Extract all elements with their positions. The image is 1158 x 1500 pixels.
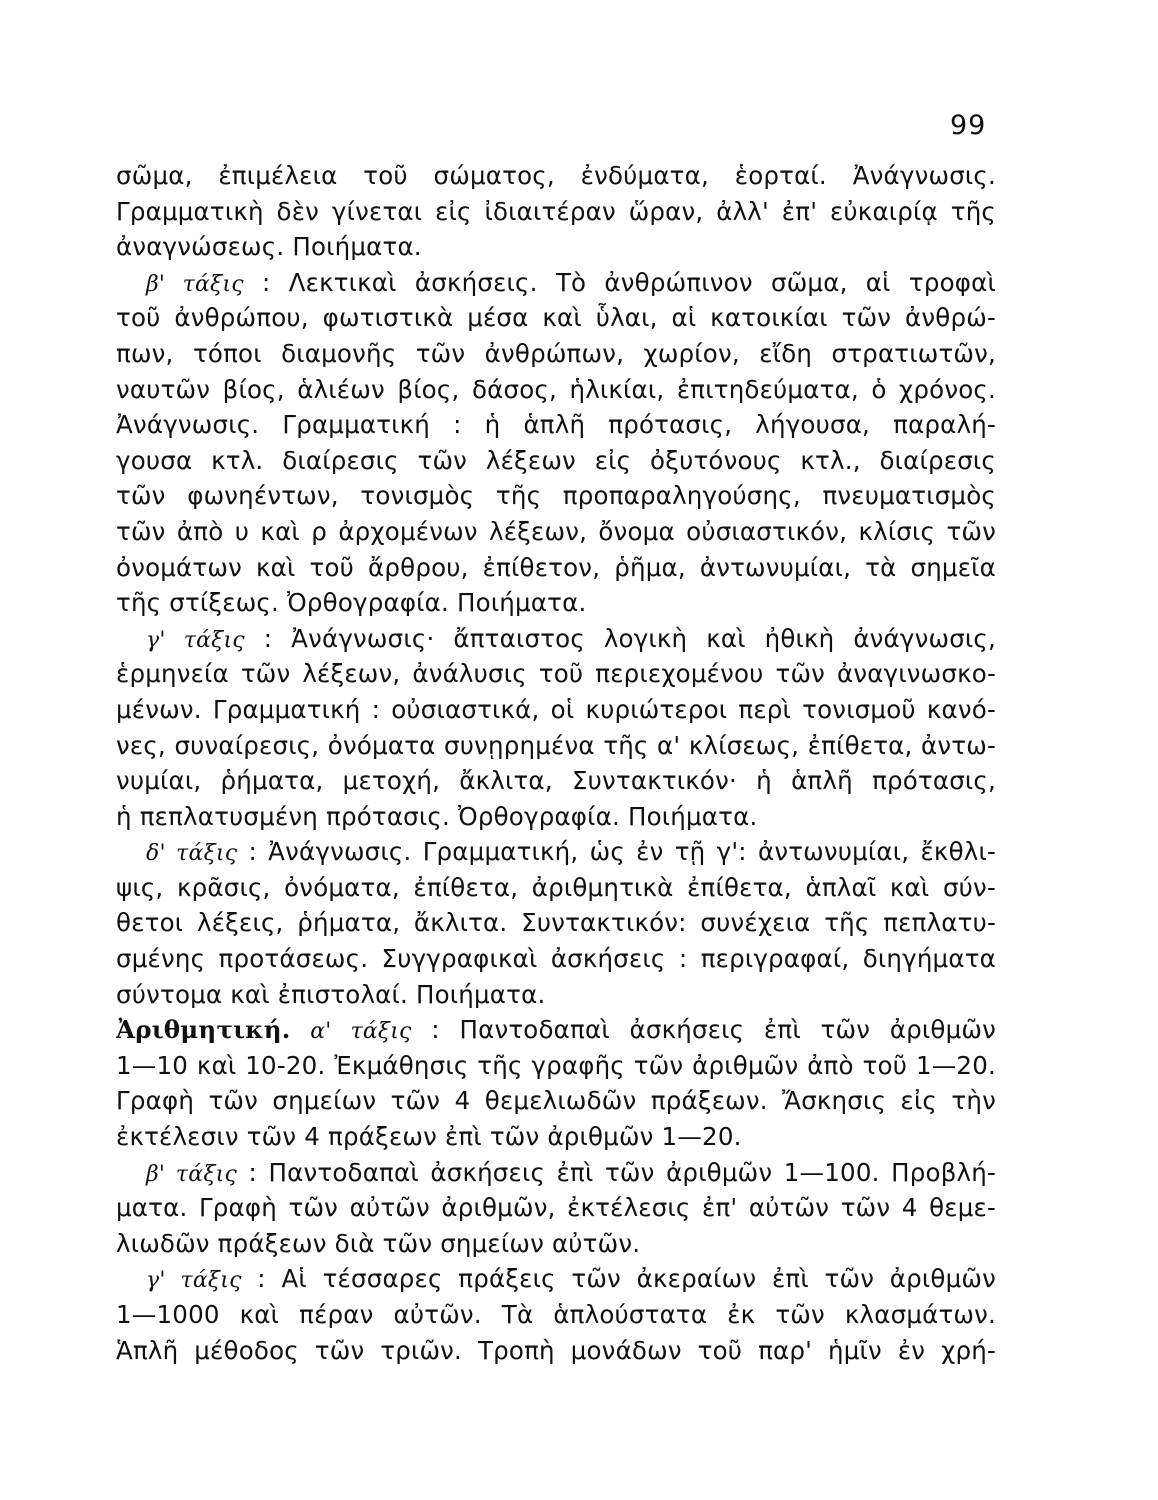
line-text: ματα. Γραφὴ τῶν αὐτῶν ἀριθμῶν, ἐκτέλεσις ἐπ' αὐτῶν τῶν 4 θεμε- [116, 1193, 996, 1223]
text-line [116, 1048, 996, 1084]
text-line [116, 194, 996, 230]
text-line [116, 1190, 996, 1226]
line-text: Ἀνάγνωσις. Γραμματική : ἡ ἁπλῆ πρότασις, λήγουσα, παραλή- [116, 410, 996, 440]
paragraph [116, 1261, 996, 1368]
text-line [116, 799, 996, 835]
line-text: πων, τόποι διαμονῆς τῶν ἀνθρώπων, χωρίον, εἴδη στρατιωτῶν, [116, 338, 996, 368]
text-line [116, 265, 996, 301]
line-text: ὀνομάτων καὶ τοῦ ἄρθρου, ἐπίθετον, ῥῆμα, ἀντωνυμίαι, τὰ σημεῖα [116, 552, 996, 582]
text-line [116, 1012, 996, 1048]
line-text: μένων. Γραμματική : οὐσιαστικά, οἱ κυριώτεροι περὶ τονισμοῦ κανό- [116, 694, 996, 724]
line-text: ἐκτέλεσιν τῶν 4 πράξεων ἐπὶ τῶν ἀριθμῶν 1—20. [116, 1122, 742, 1152]
text-line [116, 1333, 996, 1369]
text-line [116, 336, 996, 372]
line-text: Ἁπλῆ μέθοδος τῶν τριῶν. Τροπὴ μονάδων τοῦ παρ' ἡμῖν ἐν χρή- [116, 1335, 996, 1365]
paragraph [116, 1012, 996, 1154]
text-line [116, 905, 996, 941]
line-text: σμένης προτάσεως. Συγγραφικαὶ ἀσκήσεις : περιγραφαί, διηγήματα [116, 944, 996, 974]
class-label: β' τάξις [146, 1161, 237, 1187]
line-text: λιωδῶν πράξεων διὰ τῶν σημείων αὐτῶν. [116, 1228, 641, 1258]
text-line [116, 977, 996, 1013]
body-text [116, 158, 996, 1368]
text-line [116, 1083, 996, 1119]
line-text: τῶν ἀπὸ υ καὶ ρ ἀρχομένων λέξεων, ὄνομα οὐσιαστικόν, κλίσις τῶν [116, 516, 996, 546]
text-line [116, 372, 996, 408]
line-text: ἑρμηνεία τῶν λέξεων, ἀνάλυσις τοῦ περιεχομένου τῶν ἀναγινωσκο- [116, 659, 996, 689]
text-line [116, 550, 996, 586]
line-text: Γραμματικὴ δὲν γίνεται εἰς ἰδιαιτέραν ὥραν, ἀλλ' ἐπ' εὐκαιρίᾳ τῆς [116, 196, 996, 226]
line-text: σύντομα καὶ ἐπιστολαί. Ποιήματα. [116, 979, 546, 1009]
class-label: α' τάξις [310, 1019, 412, 1045]
text-line [116, 763, 996, 799]
text-line [116, 1261, 996, 1297]
line-text: 1—10 καὶ 10-20. Ἐκμάθησις τῆς γραφῆς τῶν ἀριθμῶν ἀπὸ τοῦ 1—20. [116, 1050, 996, 1080]
paragraph [116, 265, 996, 621]
paragraph [116, 621, 996, 835]
line-text: θετοι λέξεις, ῥήματα, ἄκλιτα. Συντακτικόν: συνέχεια τῆς πεπλατυ- [116, 908, 996, 938]
line-text: τῶν φωνηέντων, τονισμὸς τῆς προπαραληγούσης, πνευματισμὸς [116, 481, 996, 511]
line-text: τῆς στίξεως. Ὀρθογραφία. Ποιήματα. [116, 588, 587, 618]
text-line [116, 1155, 996, 1191]
paragraph [116, 158, 996, 265]
line-text: : Ἀνάγνωσις. Γραμματική, ὡς ἐν τῇ γ': ἀντωνυμίαι, ἔκθλι- [248, 837, 996, 867]
line-text: : Αἱ τέσσαρες πράξεις τῶν ἀκεραίων ἐπὶ τῶν ἀριθμῶν [257, 1264, 996, 1294]
section-heading: Ἀριθμητική. [116, 1015, 291, 1045]
line-text: : Παντοδαπαὶ ἀσκήσεις ἐπὶ τῶν ἀριθμῶν [431, 1015, 996, 1045]
text-line [116, 585, 996, 621]
line-text: : Ἀνάγνωσις· ἄπταιστος λογικὴ καὶ ἠθικὴ ἀνάγνωσις, [263, 623, 996, 653]
line-text: τοῦ ἀνθρώπου, φωτιστικὰ μέσα καὶ ὗλαι, αἱ κατοικίαι τῶν ἀνθρώ- [116, 303, 996, 333]
line-text: ἀναγνώσεως. Ποιήματα. [116, 232, 422, 262]
page-number: 99 [950, 110, 987, 141]
line-text: ψις, κρᾶσις, ὀνόματα, ἐπίθετα, ἀριθμητικὰ ἐπίθετα, ἁπλαῖ καὶ σύν- [116, 872, 996, 902]
line-text: : Παντοδαπαὶ ἀσκήσεις ἐπὶ τῶν ἀριθμῶν 1—100. Προβλή- [248, 1157, 996, 1187]
text-line [116, 1297, 996, 1333]
text-line [116, 478, 996, 514]
line-text: νυμίαι, ῥήματα, μετοχή, ἄκλιτα, Συντακτικόν· ἡ ἁπλῆ πρότασις, [116, 766, 996, 796]
text-line [116, 941, 996, 977]
line-text: ναυτῶν βίος, ἁλιέων βίος, δάσος, ἡλικίαι, ἐπιτηδεύματα, ὁ χρόνος. [116, 374, 996, 404]
line-text: 1—1000 καὶ πέραν αὐτῶν. Τὰ ἁπλούστατα ἐκ τῶν κλασμάτων. [116, 1300, 996, 1329]
text-line [116, 443, 996, 479]
line-text: Γραφὴ τῶν σημείων τῶν 4 θεμελιωδῶν πράξεων. Ἄσκησις εἰς τὴν [116, 1086, 996, 1116]
paragraph [116, 834, 996, 1012]
text-line [116, 728, 996, 764]
line-text: ἡ πεπλατυσμένη πρότασις. Ὀρθογραφία. Ποιήματα. [116, 801, 758, 831]
class-label: δ' τάξις [146, 841, 238, 867]
line-text: νες, συναίρεσις, ὀνόματα συνῃρημένα τῆς α' κλίσεως, ἐπίθετα, ἀντω- [116, 730, 996, 760]
text-line [116, 870, 996, 906]
text-line [116, 229, 996, 265]
paragraph [116, 1155, 996, 1262]
text-line [116, 158, 996, 194]
line-text: σῶμα, ἐπιμέλεια τοῦ σώματος, ἐνδύματα, ἑορταί. Ἀνάγνωσις. [116, 161, 996, 190]
text-line [116, 1226, 996, 1262]
class-label: β' τάξις [146, 271, 244, 297]
text-line [116, 834, 996, 870]
text-line [116, 656, 996, 692]
text-line [116, 514, 996, 550]
line-text: : Λεκτικαὶ ἀσκήσεις. Τὸ ἀνθρώπινον σῶμα, αἱ τροφαὶ [261, 267, 996, 297]
text-line [116, 407, 996, 443]
text-line [116, 692, 996, 728]
text-line [116, 300, 996, 336]
class-label: γ' τάξις [146, 627, 245, 653]
text-line [116, 621, 996, 657]
line-text: γουσα κτλ. διαίρεσις τῶν λέξεων εἰς ὀξυτόνους κτλ., διαίρεσις [116, 445, 996, 475]
text-line [116, 1119, 996, 1155]
class-label: γ' τάξις [146, 1268, 242, 1294]
